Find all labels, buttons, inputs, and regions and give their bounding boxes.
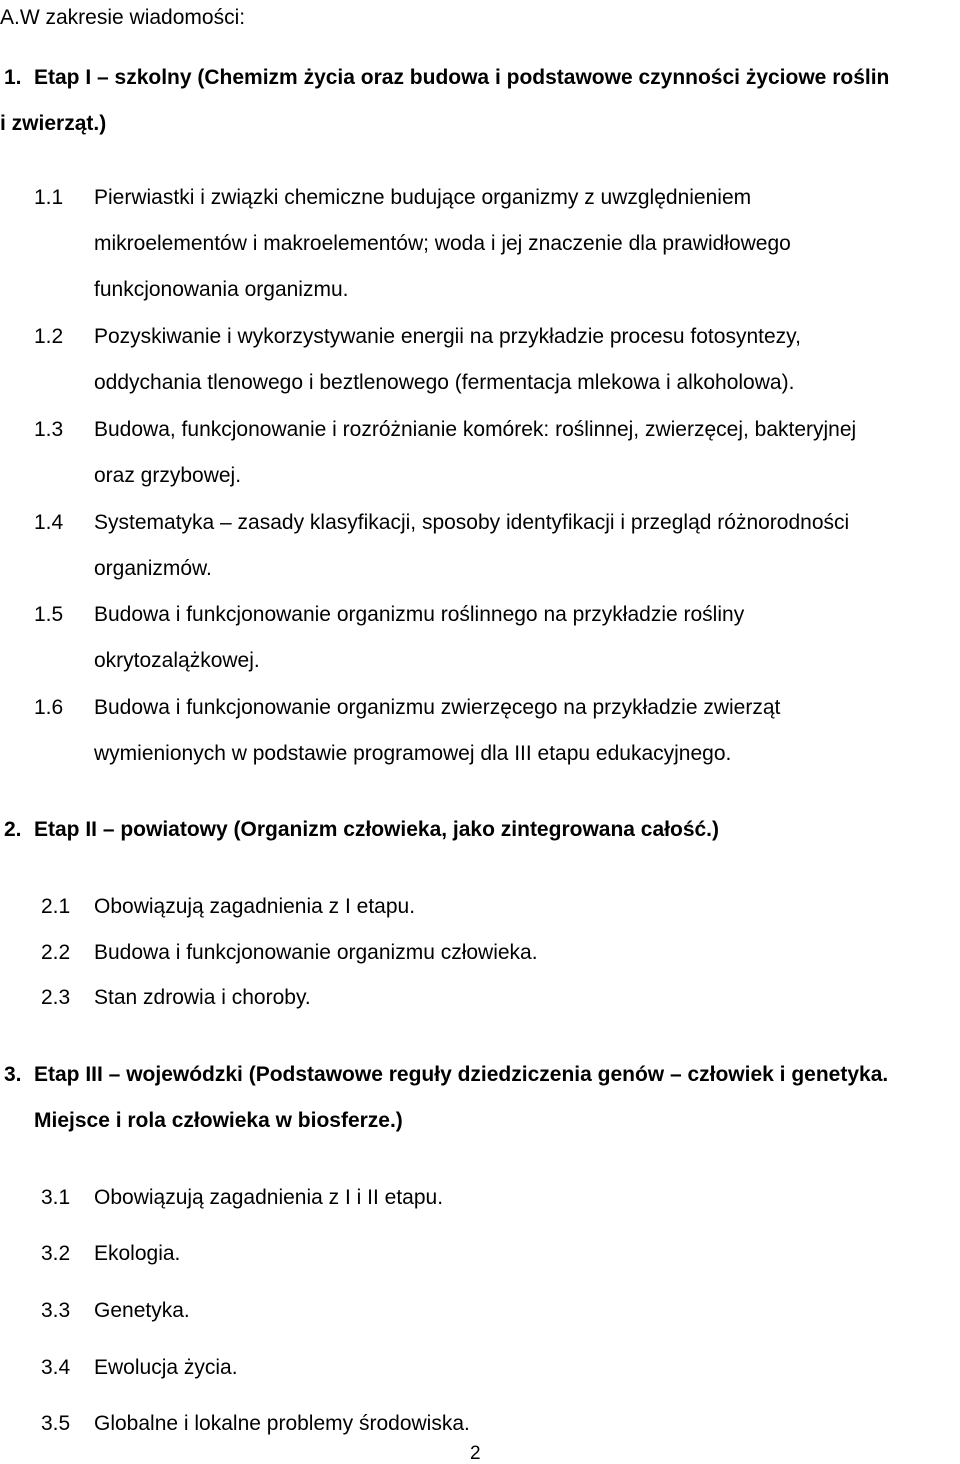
item-number: 1.4 — [34, 511, 64, 534]
item-text-line: Pozyskiwanie i wykorzystywanie energii na przykładzie procesu fotosyntezy, — [94, 325, 801, 348]
item-text-line: organizmów. — [94, 557, 212, 580]
section-1-title-line-1: Etap I – szkolny (Chemizm życia oraz budowa i podstawowe czynności życiowe roślin — [34, 66, 890, 89]
page-number: 2 — [470, 1443, 481, 1464]
item-number: 1.2 — [34, 325, 64, 348]
section-3-title-line-1: Etap III – wojewódzki (Podstawowe reguły dziedziczenia genów – człowiek i genetyka. — [34, 1063, 889, 1086]
item-number: 3.1 — [41, 1186, 71, 1209]
item-text-line: Stan zdrowia i choroby. — [94, 986, 311, 1009]
item-number: 1.5 — [34, 603, 64, 626]
item-text-line: Budowa, funkcjonowanie i rozróżnianie komórek: roślinnej, zwierzęcej, bakteryjnej — [94, 418, 857, 441]
item-text-line: Ekologia. — [94, 1242, 181, 1265]
item-number: 2.2 — [41, 941, 71, 964]
item-number: 3.2 — [41, 1242, 71, 1265]
item-text-line: okrytozalążkowej. — [94, 649, 260, 672]
item-text-line: Obowiązują zagadnienia z I etapu. — [94, 895, 416, 918]
item-text-line: Genetyka. — [94, 1299, 190, 1322]
section-1-title-line-2: i zwierząt.) — [0, 112, 107, 135]
section-2-number: 2. — [4, 818, 22, 841]
item-number: 1.6 — [34, 696, 64, 719]
item-text-line: funkcjonowania organizmu. — [94, 278, 349, 301]
section-3-title-line-2: Miejsce i rola człowieka w biosferze.) — [34, 1109, 403, 1132]
item-number: 2.3 — [41, 986, 71, 1009]
item-text-line: wymienionych w podstawie programowej dla III etapu edukacyjnego. — [94, 742, 732, 765]
item-number: 3.5 — [41, 1412, 71, 1435]
item-text-line: oddychania tlenowego i beztlenowego (fermentacja mlekowa i alkoholowa). — [94, 371, 795, 394]
item-text-line: oraz grzybowej. — [94, 464, 242, 487]
item-number: 1.3 — [34, 418, 64, 441]
section-2-title-line-1: Etap II – powiatowy (Organizm człowieka, jako zintegrowana całość.) — [34, 818, 720, 841]
item-number: 3.3 — [41, 1299, 71, 1322]
section-3-number: 3. — [4, 1063, 22, 1086]
item-text-line: Budowa i funkcjonowanie organizmu zwierzęcego na przykładzie zwierząt — [94, 696, 781, 719]
section-1-number: 1. — [4, 66, 22, 89]
item-text-line: Systematyka – zasady klasyfikacji, sposoby identyfikacji i przegląd różnorodności — [94, 511, 850, 534]
item-number: 3.4 — [41, 1356, 71, 1379]
item-text-line: Pierwiastki i związki chemiczne budujące organizmy z uwzględnieniem — [94, 186, 752, 209]
item-text-line: Obowiązują zagadnienia z I i II etapu. — [94, 1186, 444, 1209]
item-text-line: mikroelementów i makroelementów; woda i jej znaczenie dla prawidłowego — [94, 232, 791, 255]
item-text-line: Globalne i lokalne problemy środowiska. — [94, 1412, 470, 1435]
page-heading: A.W zakresie wiadomości: — [0, 6, 246, 29]
item-text-line: Budowa i funkcjonowanie organizmu człowieka. — [94, 941, 538, 964]
item-text-line: Budowa i funkcjonowanie organizmu roślinnego na przykładzie rośliny — [94, 603, 745, 626]
item-text-line: Ewolucja życia. — [94, 1356, 238, 1379]
item-number: 1.1 — [34, 186, 64, 209]
item-number: 2.1 — [41, 895, 71, 918]
